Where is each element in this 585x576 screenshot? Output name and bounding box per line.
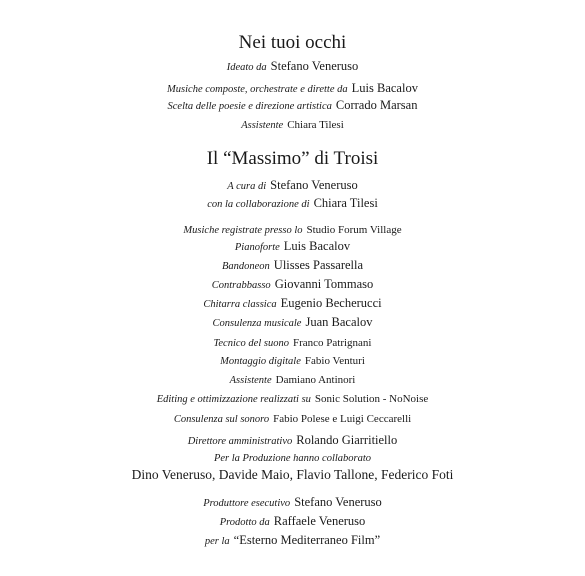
- credit-name: Sonic Solution - NoNoise: [314, 393, 429, 405]
- credit-role: Scelta delle poesie e direzione artistica: [167, 101, 332, 112]
- credit-name: Raffaele Veneruso: [273, 514, 366, 528]
- credit-role: Assistente: [229, 375, 272, 386]
- credit-name: Franco Patrignani: [292, 337, 372, 349]
- credit-role: Produttore esecutivo: [203, 498, 291, 509]
- credit-name: “Esterno Mediterraneo Film”: [233, 533, 381, 547]
- credit-name: Ulisses Passarella: [273, 258, 364, 272]
- credit-role: Contrabbasso: [211, 280, 271, 291]
- credit-line: [0, 334, 585, 350]
- section-title-il-massimo-di-troisi: Il “Massimo” di Troisi: [206, 148, 379, 169]
- credit-name: Stefano Veneruso: [270, 59, 359, 73]
- credit-role: Tecnico del suono: [213, 338, 289, 349]
- credit-line: [0, 116, 585, 132]
- credit-line: [0, 494, 585, 510]
- credit-role: Prodotto da: [219, 517, 270, 528]
- credit-name: Luis Bacalov: [351, 81, 418, 95]
- credit-role: Musiche composte, orchestrate e dirette da: [167, 84, 348, 95]
- credit-line: [0, 410, 585, 426]
- credit-role: Consulenza musicale: [212, 318, 302, 329]
- credit-role: Musiche registrate presso lo: [183, 225, 303, 236]
- credit-role: Chitarra classica: [203, 299, 277, 310]
- credit-name: Chiara Tilesi: [287, 119, 344, 131]
- credit-line: [0, 221, 585, 237]
- credit-line: [0, 177, 585, 193]
- credit-line: [0, 513, 585, 529]
- credit-line: [0, 432, 585, 448]
- credit-name: Giovanni Tommaso: [274, 277, 374, 291]
- credit-line: [0, 195, 585, 211]
- credit-name: Stefano Veneruso: [294, 495, 382, 509]
- credit-line: [0, 257, 585, 273]
- credit-name: Chiara Tilesi: [313, 196, 378, 210]
- credit-role: Montaggio digitale: [220, 356, 301, 367]
- credit-name: Stefano Veneruso: [270, 178, 358, 192]
- credit-line: [0, 532, 585, 548]
- credit-role: A cura di: [227, 181, 267, 192]
- credit-name: Luis Bacalov: [283, 239, 351, 253]
- credit-line: [0, 276, 585, 292]
- section-title-nei-tuoi-occhi: Nei tuoi occhi: [238, 32, 347, 53]
- credit-name: Fabio Polese e Luigi Ceccarelli: [273, 413, 412, 425]
- credit-role: Per la Produzione hanno collaborato: [213, 453, 372, 464]
- credit-name: Studio Forum Village: [306, 224, 402, 236]
- credit-line: [0, 467, 585, 483]
- credit-role: Direttore amministrativo: [187, 436, 293, 447]
- credit-line: [0, 58, 585, 74]
- credit-line: [0, 449, 585, 465]
- credit-role: Editing e ottimizzazione realizzati su: [156, 394, 311, 405]
- credit-role: con la collaborazione di: [207, 199, 310, 210]
- credit-line: [0, 238, 585, 254]
- credit-line: [0, 371, 585, 387]
- credit-role: Assistente: [241, 120, 284, 131]
- credit-role: Consulenza sul sonoro: [173, 414, 270, 425]
- credit-name: Damiano Antinori: [275, 374, 356, 386]
- credit-line: [0, 80, 585, 96]
- credit-name: Dino Veneruso, Davide Maio, Flavio Tallone, Federico Foti: [131, 467, 454, 482]
- credit-line: [0, 390, 585, 406]
- credit-line: [0, 97, 585, 113]
- credit-name: Corrado Marsan: [335, 98, 418, 112]
- credit-name: Fabio Venturi: [304, 355, 365, 367]
- credit-line: [0, 352, 585, 368]
- credit-role: per la: [204, 536, 230, 547]
- credit-name: Eugenio Becherucci: [280, 296, 382, 310]
- credit-line: [0, 314, 585, 330]
- credit-role: Pianoforte: [234, 242, 280, 253]
- credit-role: Ideato da: [226, 62, 267, 73]
- credit-name: Rolando Giarritiello: [296, 433, 398, 447]
- credit-name: Juan Bacalov: [305, 315, 373, 329]
- credit-line: [0, 295, 585, 311]
- credit-role: Bandoneon: [221, 261, 270, 272]
